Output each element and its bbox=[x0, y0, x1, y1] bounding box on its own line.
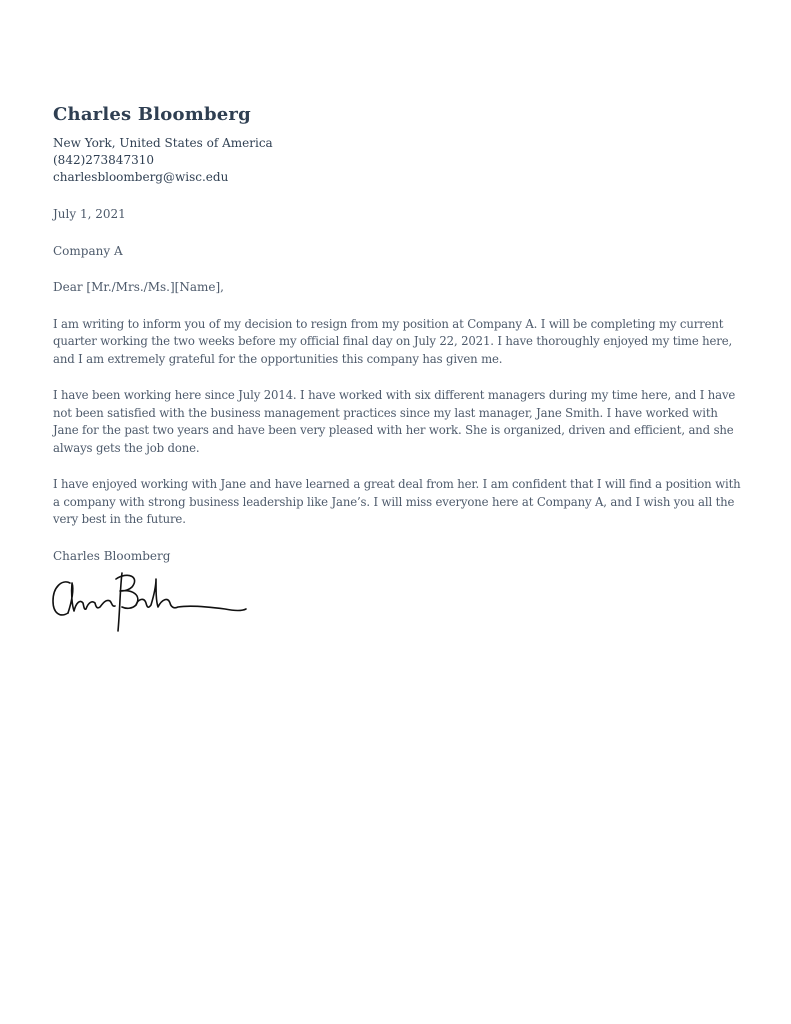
closing-name: Charles Bloomberg bbox=[53, 548, 171, 563]
sender-email: charlesbloomberg@wisc.edu bbox=[53, 170, 229, 184]
body-paragraph-3: I have enjoyed working with Jane and have learned a great deal from her. I am confident that I will find a position with a company with strong business leadership like Jane’s. I will miss everyone here at Company A, and I wish you all the very best in the future. bbox=[53, 477, 741, 526]
body-paragraph-1: I am writing to inform you of my decision to resign from my position at Company A. I will be completing my current quarter working the two weeks before my official final day on July 22, 2021. I have thoroughly enjoyed my time here, and I am extremely grateful for the opportunities this company has given me. bbox=[53, 316, 733, 366]
body-paragraph-2: I have been working here since July 2014. I have worked with six different managers during my time here, and I have not been satisfied with the business management practices since my last manager, Jane Smith. I have worked with Jane for the past two years and have been very pleased with her work. She is organized, driven and efficient, and she always gets the job done. bbox=[53, 388, 736, 455]
sender-phone: (842)273847310 bbox=[53, 153, 154, 167]
sender-location: New York, United States of America bbox=[53, 136, 273, 150]
signature-icon bbox=[50, 565, 250, 637]
sender-name: Charles Bloomberg bbox=[53, 104, 251, 125]
letter-page bbox=[53, 104, 743, 565]
letter-date: July 1, 2021 bbox=[53, 207, 126, 221]
recipient-company: Company A bbox=[53, 243, 123, 258]
salutation: Dear [Mr./Mrs./Ms.][Name], bbox=[53, 280, 224, 294]
